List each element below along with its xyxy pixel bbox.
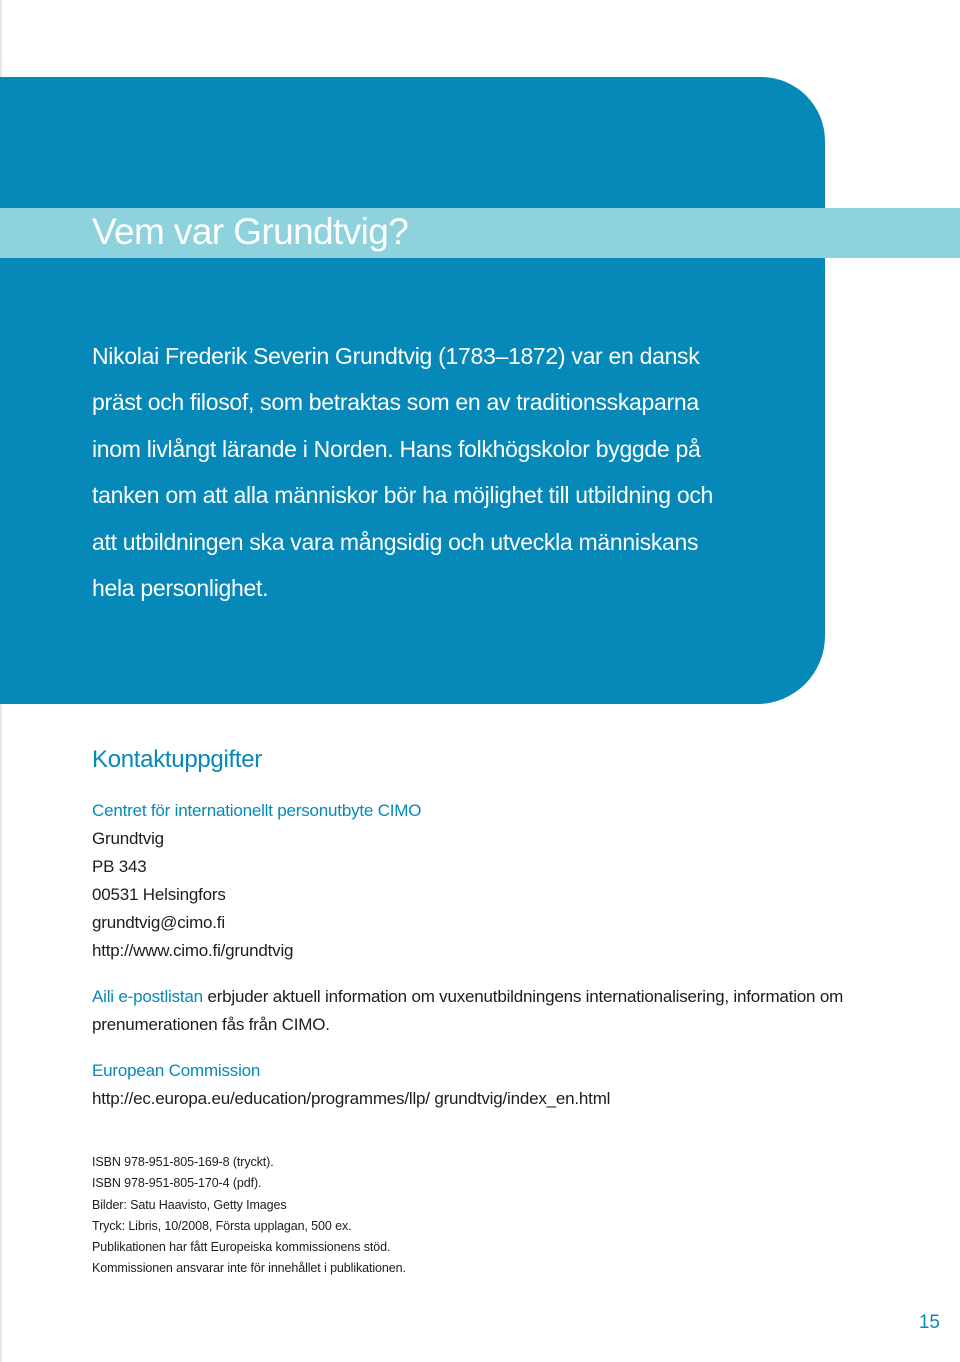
page-title: Vem var Grundtvig? [92,211,409,252]
colophon-line: Kommissionen ansvarar inte för innehållet i publikationen. [92,1261,406,1276]
contact-postal-address: 00531 Helsingfors [92,885,226,904]
contact-website-link[interactable]: http://www.cimo.fi/grundtvig [92,941,294,960]
contact-email-link[interactable]: grundtvig@cimo.fi [92,913,225,932]
aili-mailing-list-link[interactable]: Aili e-postlistan [92,987,203,1006]
colophon-line: Tryck: Libris, 10/2008, Första upplagan, 500 ex. [92,1218,352,1233]
european-commission-label: European Commission [92,1061,261,1080]
european-commission-url-link[interactable]: http://ec.europa.eu/education/programmes/llp/ grundtvig/index_en.html [92,1089,611,1108]
contact-heading: Kontaktuppgifter [92,746,262,773]
contact-organization: Centret för internationellt personutbyte CIMO [92,801,422,820]
intro-paragraph: Nikolai Frederik Severin Grundtvig (1783–1872) var en dansk präst och filosof, som betraktas som en av traditionsskaparna inom livlångt lärande i Norden. Hans folkhögskolor byggde på tanken om att alla människor bör ha möjlighet till utbildning och att utbildningen ska vara mångsidig och utveckla människans hela personlighet. [92,343,714,602]
aili-description: erbjuder aktuell information om vuxenutbildningens internationalisering, information om prenumerationen fås från CIMO. [92,987,844,1034]
colophon-line: ISBN 978-951-805-170-4 (pdf). [92,1176,262,1191]
contact-po-box: PB 343 [92,857,147,876]
aili-paragraph [92,983,912,1039]
contact-details [92,797,912,965]
colophon-line: Bilder: Satu Haavisto, Getty Images [92,1197,287,1212]
european-commission-block [92,1057,912,1113]
colophon [92,1152,912,1280]
page-number: 15 [918,1312,940,1333]
colophon-line: ISBN 978-951-805-169-8 (tryckt). [92,1155,274,1169]
contact-program: Grundtvig [92,829,164,848]
colophon-line: Publikationen har fått Europeiska kommissionens stöd. [92,1240,391,1255]
